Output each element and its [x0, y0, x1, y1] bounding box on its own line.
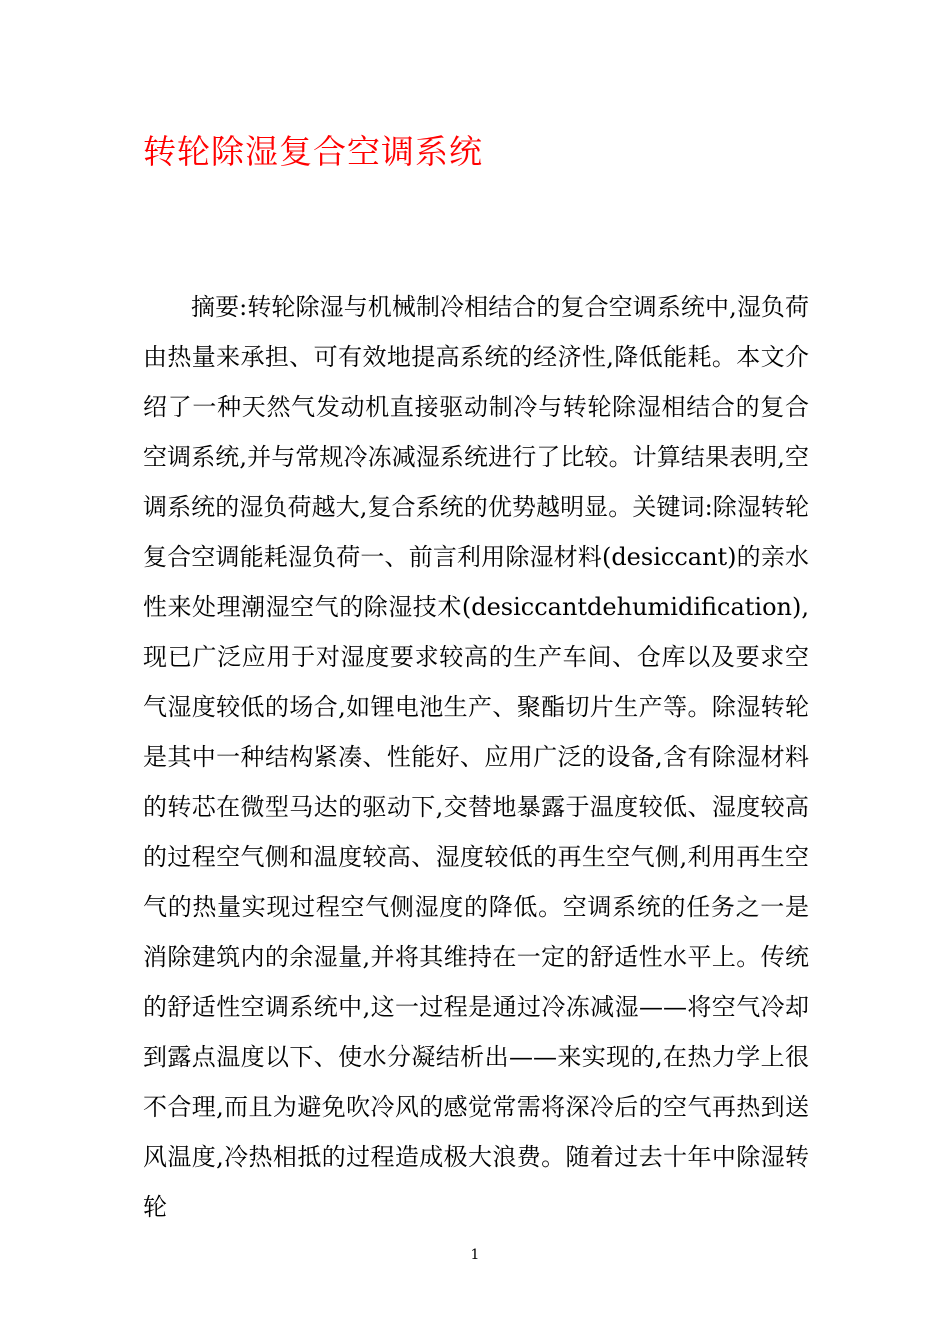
page-number: 1: [470, 1247, 480, 1263]
document-title: 转轮除湿复合空调系统: [143, 132, 483, 171]
body-paragraph: 摘要:转轮除湿与机械制冷相结合的复合空调系统中,湿负荷由热量来承担、可有效地提高系统的经济性,降低能耗。本文介绍了一种天然气发动机直接驱动制冷与转轮除湿相结合的复合空调系统,并与常规冷冻减湿系统进行了比较。计算结果表明,空调系统的湿负荷越大,复合系统的优势越明显。关键词:除湿转轮复合空调能耗湿负荷一、前言利用除湿材料(desiccant)的亲水性来处理潮湿空气的除湿技术(desiccantdehumidification),现已广泛应用于对湿度要求较高的生产车间、仓库以及要求空气湿度较低的场合,如锂电池生产、聚酯切片生产等。除湿转轮是其中一种结构紧凑、性能好、应用广泛的设备,含有除湿材料的转芯在微型马达的驱动下,交替地暴露于温度较低、湿度较高的过程空气侧和温度较高、湿度较低的再生空气侧,利用再生空气的热量实现过程空气侧湿度的降低。空调系统的任务之一是消除建筑内的余湿量,并将其维持在一定的舒适性水平上。传统的舒适性空调系统中,这一过程是通过冷冻减湿——将空气冷却到露点温度以下、使水分凝结析出——来实现的,在热力学上很不合理,而且为避免吹冷风的感觉常需将深冷后的空气再热到送风温度,冷热相抵的过程造成极大浪费。随着过去十年中除湿转轮: [143, 293, 809, 1221]
